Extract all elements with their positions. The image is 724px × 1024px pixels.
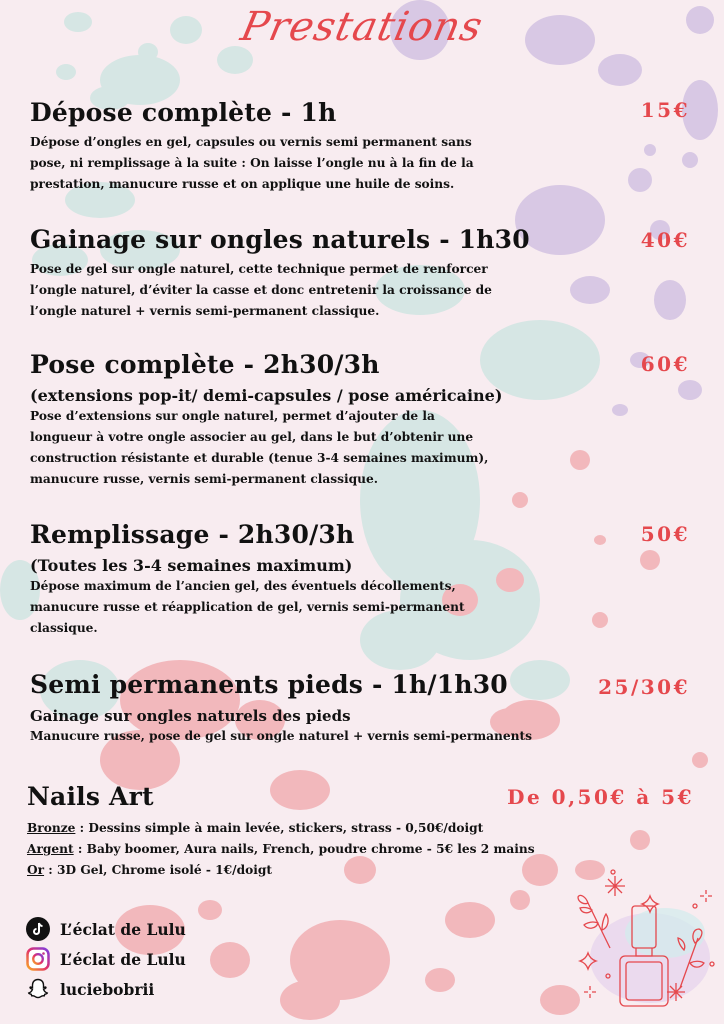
social-handle: L’éclat de Lulu <box>60 919 186 939</box>
service-description: Dépose maximum de l’ancien gel, des éventuels décollements, manucure russe et réapplication de gel, vernis semi-permanent classique. <box>30 579 465 635</box>
tier-label: Bronze <box>27 821 76 835</box>
service-depose-complete <box>30 98 694 195</box>
service-description: Manucure russe, pose de gel sur ongle naturel + vernis semi-permanents <box>30 729 533 743</box>
service-name: Gainage sur ongles naturels - 1h30 <box>30 225 530 254</box>
social-snapchat[interactable] <box>26 974 186 1004</box>
service-name: Dépose complète - 1h <box>30 98 337 127</box>
service-gainage <box>30 225 694 322</box>
service-subtitle: (Toutes les 3-4 semaines maximum) <box>30 556 353 575</box>
page-title: Prestations <box>236 4 488 50</box>
service-name: Remplissage - 2h30/3h <box>30 520 355 549</box>
social-instagram[interactable] <box>26 944 186 974</box>
service-description: Pose d’extensions sur ongle naturel, permet d’ajouter de la longueur à votre ongle associer au gel, dans le but d’obtenir une construction résistante et durable (tenue 3-4 semaines maximum), manucure russe, vernis semi-permanent classique. <box>30 409 489 486</box>
snapchat-icon <box>26 977 50 1001</box>
instagram-icon <box>26 947 50 971</box>
service-name: Pose complète - 2h30/3h <box>30 350 380 379</box>
service-subtitle: (extensions pop-it/ demi-capsules / pose américaine) <box>30 386 503 405</box>
service-price: 40€ <box>640 228 690 252</box>
service-price: 15€ <box>640 98 690 122</box>
tier-label: Argent <box>27 842 74 856</box>
service-remplissage <box>30 520 694 639</box>
nails-art-tier-bronze <box>27 818 694 839</box>
service-price: 25/30€ <box>598 675 690 699</box>
nails-art-price: De 0,50€ à 5€ <box>507 785 694 809</box>
service-description: Pose de gel sur ongle naturel, cette technique permet de renforcer l’ongle naturel, d’éviter la casse et donc entretenir la croissance de l’ongle naturel + vernis semi-permanent classique. <box>30 262 492 318</box>
service-subtitle: Gainage sur ongles naturels des pieds <box>30 707 351 725</box>
tiktok-icon <box>26 917 50 941</box>
service-description: Dépose d’ongles en gel, capsules ou vernis semi permanent sans pose, ni remplissage à la suite : On laisse l’ongle nu à la fin de la prestation, manucure russe et on applique une huile de soins. <box>30 135 474 191</box>
tier-text: : 3D Gel, Chrome isolé - 1€/doigt <box>44 863 272 877</box>
tier-text: : Dessins simple à main levée, stickers, strass - 0,50€/doigt <box>75 821 484 835</box>
tier-text: : Baby boomer, Aura nails, French, poudre chrome - 5€ les 2 mains <box>73 842 535 856</box>
service-semi-permanents-pieds <box>30 670 694 747</box>
service-price: 60€ <box>640 352 690 376</box>
social-links <box>26 914 186 1004</box>
nails-art-tier-argent <box>27 839 694 860</box>
social-handle: L’éclat de Lulu <box>60 949 186 969</box>
social-handle: luciebobrii <box>60 979 155 999</box>
service-name: Nails Art <box>27 782 154 811</box>
service-price: 50€ <box>640 522 690 546</box>
nail-polish-illustration <box>570 868 718 1018</box>
service-pose-complete <box>30 350 694 490</box>
service-name: Semi permanents pieds - 1h/1h30 <box>30 670 508 699</box>
social-tiktok[interactable] <box>26 914 186 944</box>
tier-label: Or <box>27 863 45 877</box>
